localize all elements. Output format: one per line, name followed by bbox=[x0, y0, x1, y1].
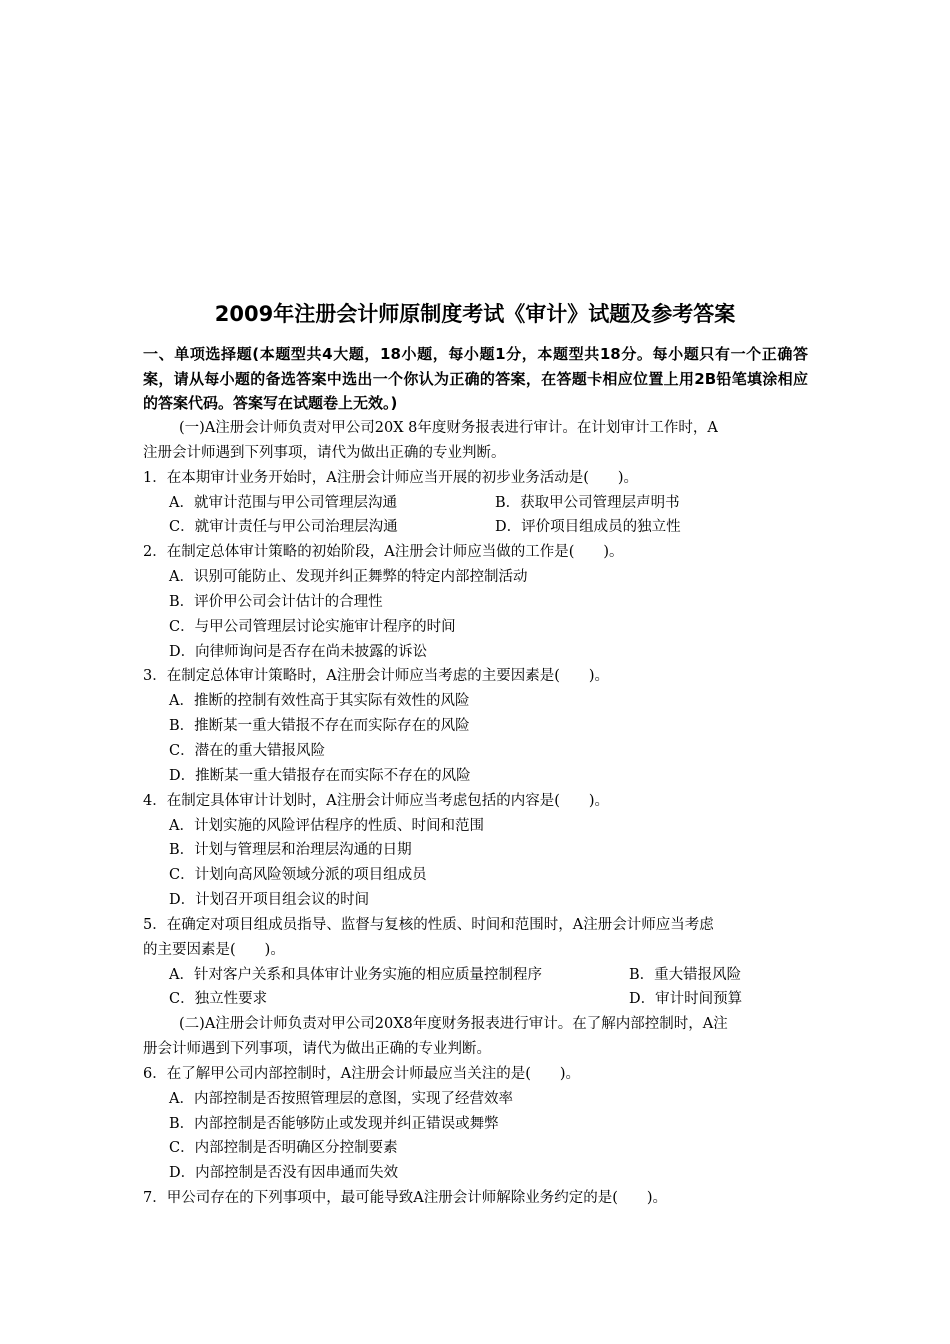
question-6-option-a: A．内部控制是否按照管理层的意图，实现了经营效率 bbox=[169, 1090, 513, 1107]
question-7-stem: 7．甲公司存在的下列事项中，最可能导致A注册会计师解除业务约定的是( )。 bbox=[143, 1190, 668, 1207]
question-body bbox=[143, 416, 811, 1211]
question-5-stem-line2: 的主要因素是( )。 bbox=[143, 941, 285, 958]
question-5-option-a: A．针对客户关系和具体审计业务实施的相应质量控制程序 bbox=[169, 966, 542, 983]
question-3-option-b: B．推断某一重大错报不存在而实际存在的风险 bbox=[169, 718, 470, 735]
question-4-option-b: B．计划与管理层和治理层沟通的日期 bbox=[169, 842, 412, 859]
part2-intro-line2: 册会计师遇到下列事项，请代为做出正确的专业判断。 bbox=[143, 1041, 491, 1058]
question-3-option-d: D．推断某一重大错报存在而实际不存在的风险 bbox=[169, 767, 471, 784]
part1-intro-line1: (一)A注册会计师负责对甲公司20X 8年度财务报表进行审计。在计划审计工作时，A bbox=[179, 420, 718, 436]
question-5-option-c: C．独立性要求 bbox=[169, 991, 268, 1008]
question-1-options-row2 bbox=[143, 515, 811, 540]
question-5-option-d: D．审计时间预算 bbox=[629, 991, 743, 1008]
question-2-option-d: D．向律师询问是否存在尚未披露的诉讼 bbox=[169, 643, 428, 660]
question-6-option-b: B．内部控制是否能够防止或发现并纠正错误或舞弊 bbox=[169, 1115, 499, 1132]
question-5-stem-line1: 5．在确定对项目组成员指导、监督与复核的性质、时间和范围时，A注册会计师应当考虑 bbox=[143, 916, 714, 933]
question-2-option-b: B．评价甲公司会计估计的合理性 bbox=[169, 593, 383, 610]
question-4-option-a: A．计划实施的风险评估程序的性质、时间和范围 bbox=[169, 817, 484, 834]
part2-intro-line1: (二)A注册会计师负责对甲公司20X8年度财务报表进行审计。在了解内部控制时，A注 bbox=[179, 1016, 728, 1033]
question-4-option-c: C．计划向高风险领域分派的项目组成员 bbox=[169, 867, 427, 884]
question-5-option-b: B．重大错报风险 bbox=[629, 966, 742, 983]
question-6-stem: 6．在了解甲公司内部控制时，A注册会计师最应当关注的是( )。 bbox=[143, 1065, 581, 1082]
section-instructions: 一、单项选择题(本题型共4大题，18小题，每小题1分，本题型共18分。每小题只有一个正确答案，请从每小题的备选答案中选出一个你认为正确的答案，在答题卡相应位置上用2B铅笔填涂相应的答案代码。答案写在试题卷上无效。) bbox=[143, 345, 808, 412]
question-1-option-b: B．获取甲公司管理层声明书 bbox=[495, 494, 680, 511]
question-1-option-a: A．就审计范围与甲公司管理层沟通 bbox=[169, 494, 397, 511]
question-3-option-c: C．潜在的重大错报风险 bbox=[169, 742, 326, 759]
question-2-option-a: A．识别可能防止、发现并纠正舞弊的特定内部控制活动 bbox=[169, 569, 528, 586]
question-4-stem: 4．在制定具体审计计划时，A注册会计师应当考虑包括的内容是( )。 bbox=[143, 792, 610, 809]
part1-intro-line2: 注册会计师遇到下列事项，请代为做出正确的专业判断。 bbox=[143, 444, 506, 461]
question-1-option-c: C．就审计责任与甲公司治理层沟通 bbox=[169, 519, 398, 536]
question-5-options-row1 bbox=[143, 963, 811, 988]
question-2-option-c: C．与甲公司管理层讨论实施审计程序的时间 bbox=[169, 618, 456, 635]
question-1-option-d: D．评价项目组成员的独立性 bbox=[495, 519, 681, 536]
question-6-option-d: D．内部控制是否没有因串通而失效 bbox=[169, 1165, 399, 1182]
question-4-option-d: D．计划召开项目组会议的时间 bbox=[169, 892, 370, 909]
question-6-option-c: C．内部控制是否明确区分控制要素 bbox=[169, 1140, 398, 1157]
question-3-stem: 3．在制定总体审计策略时，A注册会计师应当考虑的主要因素是( )。 bbox=[143, 668, 610, 685]
question-1-options-row1 bbox=[143, 491, 811, 516]
question-1-stem: 1．在本期审计业务开始时，A注册会计师应当开展的初步业务活动是( )。 bbox=[143, 469, 639, 486]
question-2-stem: 2．在制定总体审计策略的初始阶段，A注册会计师应当做的工作是( )。 bbox=[143, 544, 624, 561]
question-3-option-a: A．推断的控制有效性高于其实际有效性的风险 bbox=[169, 693, 470, 710]
document-title: 2009年注册会计师原制度考试《审计》试题及参考答案 bbox=[214, 302, 736, 326]
question-5-options-row2 bbox=[143, 987, 811, 1012]
